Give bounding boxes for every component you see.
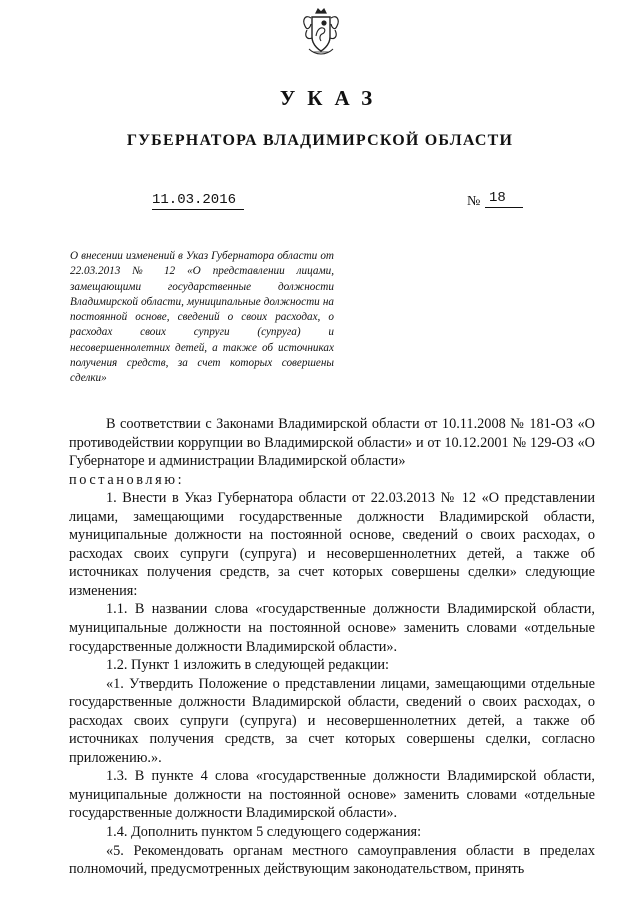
preamble-paragraph: В соответствии с Законами Владимирской области от 10.11.2008 № 181-ОЗ «О противодействии коррупции во Владимирской области» и от 10.12.2001 № 129-ОЗ «О Губернаторе и администрации Владимирской области» — [69, 416, 595, 470]
decree-word: постановляю: — [69, 471, 185, 488]
paragraph-1-2: 1.2. Пункт 1 изложить в следующей редакции: — [106, 657, 389, 674]
paragraph-1-2-quote: «1. Утвердить Положение о представлении лицами, замещающими отдельные государственные должности Владимирской области, сведений о своих расходах, о расходах своих супруги (супруга) и несовершеннолетних детей, а также об источниках получения средств, за счет которых совершены сделки, согласно приложению.». — [69, 675, 595, 766]
number-sign: № — [467, 194, 481, 209]
paragraph-1-4: 1.4. Дополнить пунктом 5 следующего содержания: — [106, 824, 422, 841]
document-subject: О внесении изменений в Указ Губернатора области от 22.03.2013 № 12 «О представлении лицами, замещающими государственные должности Владимирской области, муниципальные должности на постоянной основе, сведений о своих расходах, о расходах своих супруги (супруга) и несовершеннолетних детей, а также об источниках получения средств, за счет которых совершены сделки» — [70, 250, 334, 385]
document-body — [69, 415, 595, 879]
paragraph-1: 1. Внести в Указ Губернатора области от 22.03.2013 № 12 «О представлении лицами, замещающими государственные должности Владимирской области, муниципальные должности на постоянной основе, сведений о своих расходах, о расходах своих супруги (супруга) и несовершеннолетних детей, а также об источниках получения средств, за счет которых совершены сделки» следующие изменения: — [69, 490, 595, 599]
coat-of-arms-icon — [301, 6, 341, 58]
document-issuer: ГУБЕРНАТОРА ВЛАДИМИРСКОЙ ОБЛАСТИ — [126, 132, 514, 149]
document-title: УКАЗ — [279, 86, 385, 110]
paragraph-1-4-quote: «5. Рекомендовать органам местного самоуправления области в пределах полномочий, предусмотренных действующим законодательством, принять — [69, 842, 595, 878]
document-number: 18 — [485, 190, 523, 208]
paragraph-1-3: 1.3. В пункте 4 слова «государственные должности Владимирской области, муниципальные должности на постоянной основе» заменить словами «отдельные государственные должности Владимирской области». — [69, 768, 595, 822]
paragraph-1-1: 1.1. В названии слова «государственные должности Владимирской области, муниципальные должности на постоянной основе» заменить словами «отдельные государственные должности Владимирской области». — [69, 601, 595, 655]
document-date: 11.03.2016 — [152, 192, 244, 210]
